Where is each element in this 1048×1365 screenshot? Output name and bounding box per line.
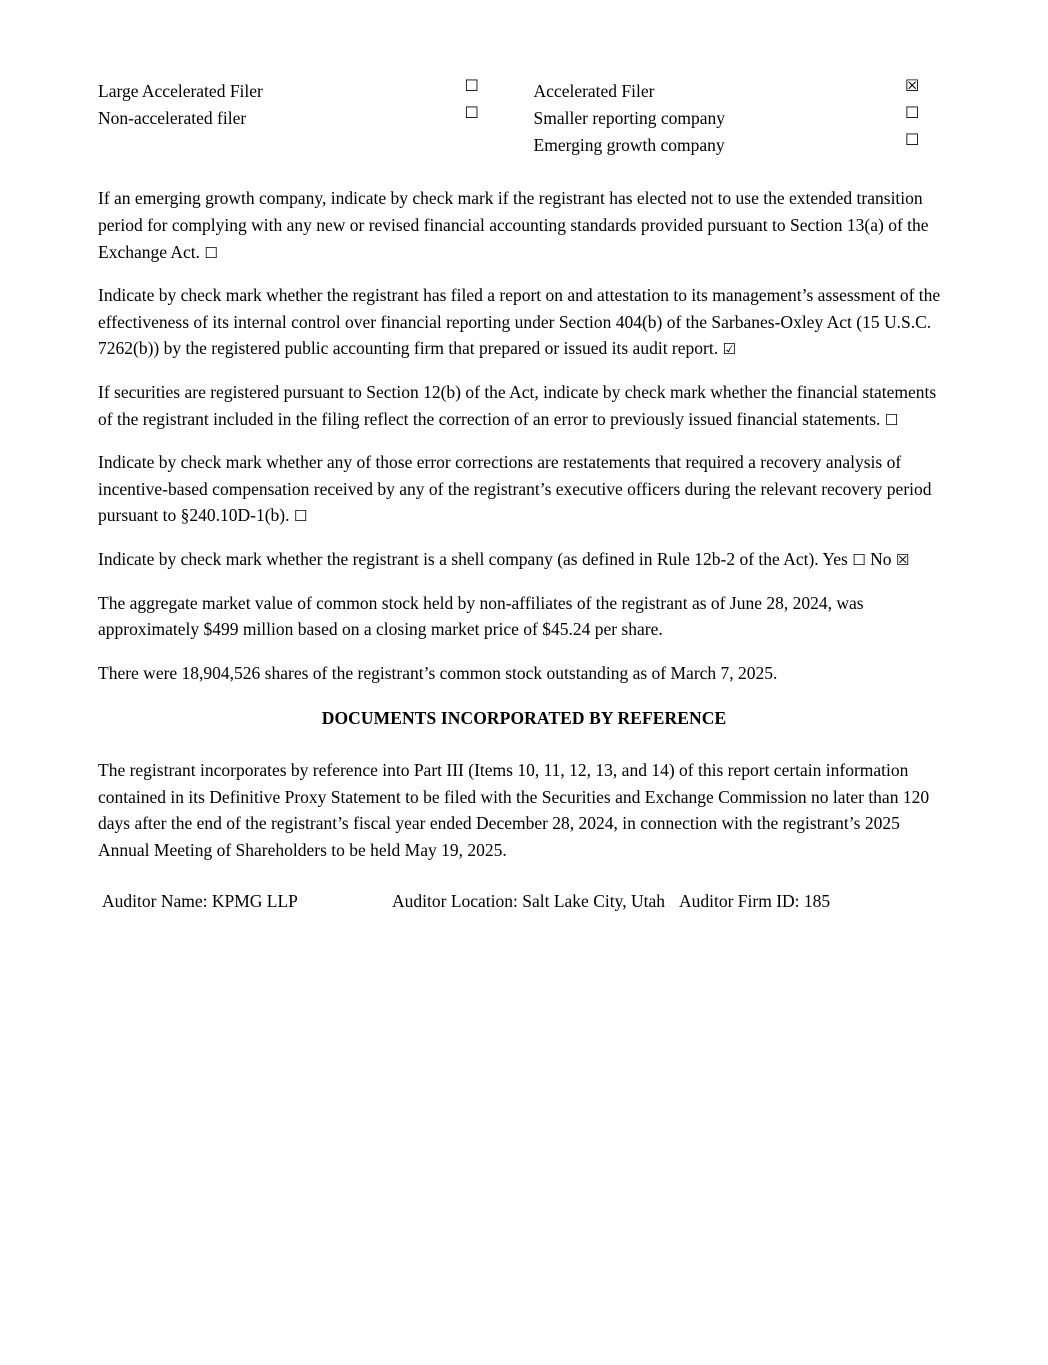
filer-label-non-accelerated: Non-accelerated filer (98, 108, 247, 129)
paragraph-shares-outstanding: There were 18,904,526 shares of the registrant’s common stock outstanding as of March 7, 2025. (98, 662, 778, 683)
paragraph-internal-control-text: Indicate by check mark whether the registrant has filed a report on and attestation to its management’s assessment of the effectiveness of its internal control over financial reporting under Section 404(b) of the Sarbanes-Oxley Act (15 U.S.C. 7262(b)) by the registered public accounting firm that prepared or issued its audit report. (98, 285, 941, 359)
checkbox-large-accelerated-filer[interactable]: ☐ (464, 76, 479, 95)
checkbox-error-correction[interactable]: ☐ (884, 410, 899, 429)
auditor-location: Auditor Location: Salt Lake City, Utah (392, 890, 665, 911)
documents-incorporated-heading: DOCUMENTS INCORPORATED BY REFERENCE (321, 708, 727, 729)
filer-label-smaller-reporting: Smaller reporting company (533, 108, 725, 129)
shell-company-no-label: No (865, 548, 896, 569)
auditor-info-row (98, 888, 950, 914)
paragraph-error-correction-text: If securities are registered pursuant to Section 12(b) of the Act, indicate by check mark whether the financial statements of the registrant included in the filing reflect the correction of an error to previously issued financial statements. (98, 381, 937, 429)
table-row (98, 78, 950, 105)
paragraph-emerging-growth (98, 185, 950, 265)
checkbox-smaller-reporting-company[interactable]: ☐ (904, 103, 920, 123)
section-spacer (98, 159, 950, 185)
paragraph-shell-company (98, 546, 950, 573)
paragraph-incorporation-by-reference: The registrant incorporates by reference into Part III (Items 10, 11, 12, 13, and 14) of this report certain information contained in its Definitive Proxy Statement to be filed with the Securities and Exchange Commission no later than 120 days after the end of the registrant’s fiscal year ended December 28, 2024, in connection with the registrant’s 2025 Annual Meeting of Shareholders to be held May 19, 2025. (98, 760, 930, 861)
paragraph-market-value: The aggregate market value of common stock held by non-affiliates of the registrant as of June 28, 2024, was approximately $499 million based on a closing market price of $45.24 per share. (98, 592, 864, 640)
auditor-name: Auditor Name: KPMG LLP (102, 890, 298, 911)
checkbox-empty (465, 132, 510, 159)
checkbox-internal-control-attestation[interactable]: ☑ (722, 340, 736, 359)
paragraph-emerging-growth-text: If an emerging growth company, indicate by check mark if the registrant has elected not to use the extended transition period for complying with any new or revised financial accounting standards provided pursuant to Section 13(a) of the Exchange Act. (98, 188, 929, 262)
page-content (98, 78, 950, 914)
filer-label-accelerated: Accelerated Filer (533, 81, 655, 101)
auditor-firm-id: Auditor Firm ID: 185 (678, 890, 831, 911)
checkbox-shell-company-yes[interactable]: ☐ (852, 550, 866, 569)
checkbox-non-accelerated-filer[interactable]: ☐ (464, 103, 479, 123)
table-row (98, 132, 950, 159)
filer-label-empty (98, 132, 465, 159)
table-row (98, 105, 950, 132)
paragraph-error-correction (98, 379, 950, 432)
checkbox-emerging-growth-transition[interactable]: ☐ (204, 243, 218, 262)
filer-label-emerging-growth: Emerging growth company (533, 135, 725, 156)
checkbox-shell-company-no[interactable]: ☒ (895, 550, 910, 569)
paragraph-recovery-analysis (98, 449, 950, 529)
filer-label-large-accelerated: Large Accelerated Filer (98, 81, 263, 101)
paragraph-internal-control (98, 282, 950, 362)
paragraph-shell-company-text: Indicate by check mark whether the registrant is a shell company (as defined in Rule 12b-2 of the Act). Yes (98, 548, 853, 569)
filer-status-table (98, 78, 950, 159)
checkbox-recovery-analysis[interactable]: ☐ (293, 507, 308, 526)
paragraph-recovery-analysis-text: Indicate by check mark whether any of those error corrections are restatements that required a recovery analysis of incentive-based compensation received by any of the registrant’s executive officers during the relevant recovery period pursuant to §240.10D-1(b). (98, 452, 932, 526)
checkbox-accelerated-filer[interactable]: ☒ (904, 76, 920, 95)
checkbox-emerging-growth-company[interactable]: ☐ (904, 130, 920, 150)
